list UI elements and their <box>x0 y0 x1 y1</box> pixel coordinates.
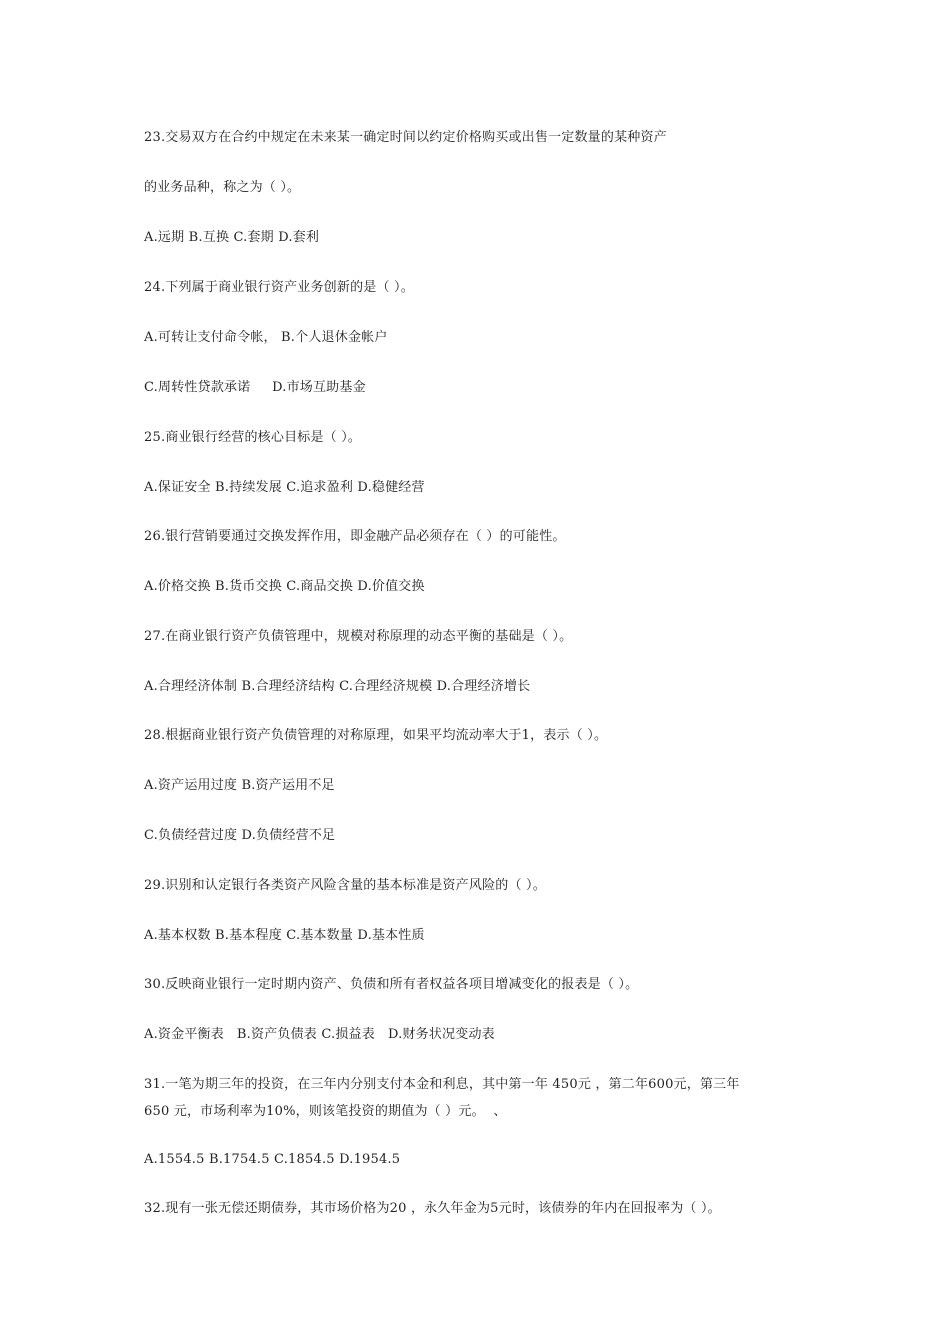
question-28-options-line-1: A.资产运用过度 B.资产运用不足 <box>144 778 335 793</box>
question-29-options: A.基本权数 B.基本程度 C.基本数量 D.基本性质 <box>144 928 425 943</box>
question-24-options-line-2: C.周转性贷款承诺 D.市场互助基金 <box>144 380 366 395</box>
question-32-stem: 32.现有一张无偿还期债券，其市场价格为20 ，永久年金为5元时，该债券的年内在回报率为（ ）。 <box>144 1201 721 1216</box>
question-27-options: A.合理经济体制 B.合理经济结构 C.合理经济规模 D.合理经济增长 <box>144 679 531 694</box>
question-28-stem: 28.根据商业银行资产负债管理的对称原理，如果平均流动率大于1，表示（ ）。 <box>144 728 608 743</box>
question-23-stem-line-1: 23.交易双方在合约中规定在未来某一确定时间以约定价格购买或出售一定数量的某种资产 <box>144 130 667 145</box>
question-27-stem: 27.在商业银行资产负债管理中，规模对称原理的动态平衡的基础是（ ）。 <box>144 629 573 644</box>
question-24-stem: 24.下列属于商业银行资产业务创新的是（ ）。 <box>144 280 414 295</box>
question-25-stem: 25.商业银行经营的核心目标是（ ）。 <box>144 430 362 445</box>
question-23-stem-line-2: 的业务品种，称之为（ ）。 <box>144 180 301 195</box>
question-31-stem-line-1: 31.一笔为期三年的投资，在三年内分别支付本金和利息，其中第一年 450元 ，第二年600元，第三年 <box>144 1077 740 1092</box>
question-31-stem-line-2: 650 元，市场利率为10%，则该笔投资的期值为（ ）元。 、 <box>144 1104 507 1119</box>
question-23-options: A.远期 B.互换 C.套期 D.套利 <box>144 230 320 245</box>
question-30-stem: 30.反映商业银行一定时期内资产、负债和所有者权益各项目增减变化的报表是（ ）。 <box>144 977 639 992</box>
question-25-options: A.保证安全 B.持续发展 C.追求盈利 D.稳健经营 <box>144 480 425 495</box>
question-26-options: A.价格交换 B.货币交换 C.商品交换 D.价值交换 <box>144 579 425 594</box>
question-30-options: A.资金平衡表 B.资产负债表 C.损益表 D.财务状况变动表 <box>144 1027 495 1042</box>
question-26-stem: 26.银行营销要通过交换发挥作用，即金融产品必须存在（ ）的可能性。 <box>144 529 566 544</box>
question-31-options: A.1554.5 B.1754.5 C.1854.5 D.1954.5 <box>144 1152 401 1167</box>
question-24-options-line-1: A.可转让支付命令帐， B.个人退休金帐户 <box>144 330 388 345</box>
question-28-options-line-2: C.负债经营过度 D.负债经营不足 <box>144 828 336 843</box>
question-29-stem: 29.识别和认定银行各类资产风险含量的基本标准是资产风险的（ ）。 <box>144 878 546 893</box>
